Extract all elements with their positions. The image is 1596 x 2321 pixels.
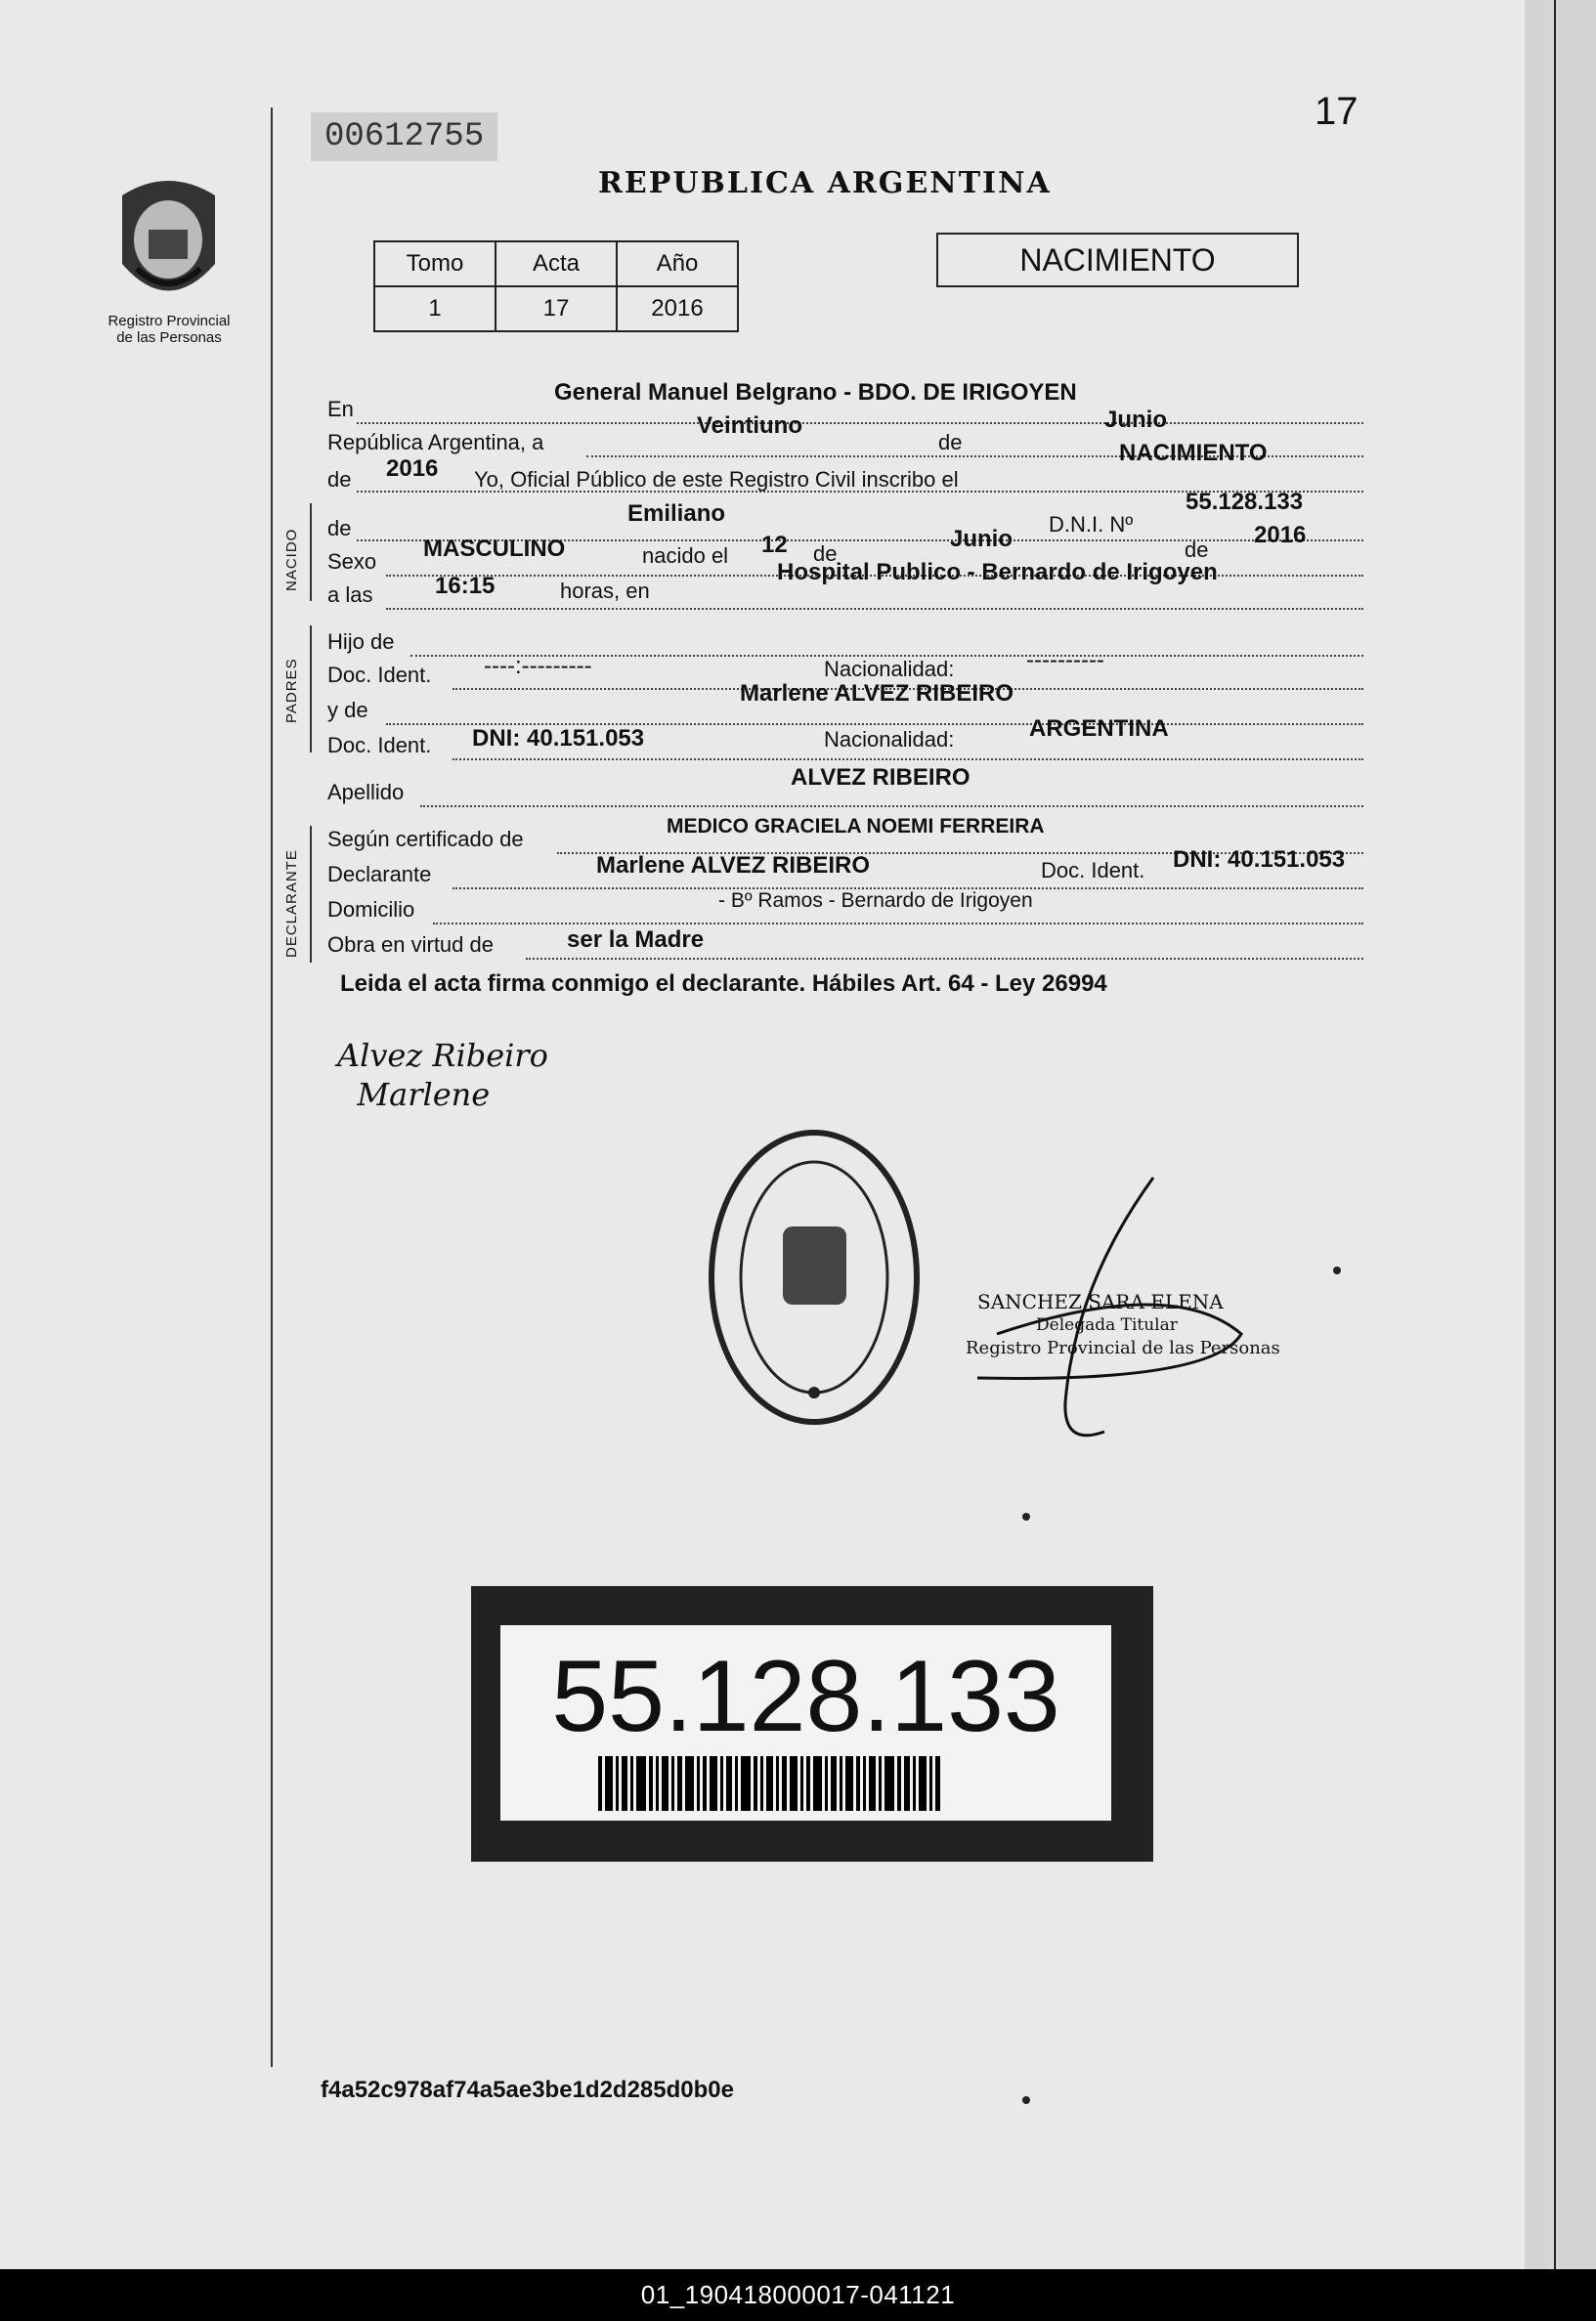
- punch-mark: [1333, 1267, 1341, 1274]
- document-hash: f4a52c978af74a5ae3be1d2d285d0b0e: [321, 2077, 734, 2103]
- barcode-panel: [500, 1625, 1111, 1821]
- domicilio-value: - Bº Ramos - Bernardo de Irigoyen: [718, 889, 1033, 912]
- declarante-label: Declarante: [327, 862, 432, 886]
- mother-doc-value: DNI: 40.151.053: [472, 725, 645, 752]
- child-name-value: Emiliano: [627, 500, 726, 527]
- de-label: de: [813, 541, 838, 566]
- father-doc-value: ----:---------: [484, 653, 592, 679]
- apellido-value: ALVEZ RIBEIRO: [791, 764, 971, 791]
- register-table: [373, 240, 739, 332]
- day-value: Veintiuno: [697, 412, 802, 439]
- row-docident2: [327, 715, 1363, 766]
- row-hijo: [327, 625, 1363, 661]
- serial-number: 00612755: [311, 112, 497, 161]
- mother-name-value: Marlene ALVEZ RIBEIRO: [740, 680, 1014, 707]
- barcode-bars: [598, 1756, 1009, 1811]
- provincial-shield-logo: [108, 171, 230, 313]
- time-value: 16:15: [435, 573, 496, 599]
- nacido-label: nacido el: [642, 543, 729, 568]
- left-margin-line: [271, 107, 273, 2067]
- dotted-line: [433, 923, 1363, 924]
- section-nacido-label: NACIDO: [283, 528, 300, 591]
- punch-mark: [1022, 2096, 1030, 2104]
- declarante-value: Marlene ALVEZ RIBEIRO: [596, 852, 871, 879]
- dni-value: 55.128.133: [1186, 489, 1304, 515]
- signer-title: Delegada Titular: [1036, 1315, 1178, 1335]
- barcode-number: 55.128.133: [551, 1640, 1060, 1753]
- section-padres-label: PADRES: [283, 658, 300, 723]
- nacionalidad-label: Nacionalidad:: [824, 657, 955, 681]
- register-value-ano: 2016: [617, 286, 738, 331]
- register-header-acta: Acta: [496, 241, 617, 286]
- register-header-ano: Año: [617, 241, 738, 286]
- logo-caption-line1: Registro Provincial: [108, 313, 231, 329]
- sexo-label: Sexo: [327, 549, 377, 574]
- month-value: Junio: [1104, 407, 1167, 433]
- year-value: 2016: [386, 455, 439, 482]
- docident-label: Doc. Ident.: [327, 663, 432, 687]
- certificate-value: MEDICO GRACIELA NOEMI FERREIRA: [667, 815, 1045, 838]
- section-divider: [310, 826, 312, 963]
- logo-caption-line2: de las Personas: [116, 329, 222, 346]
- register-value-acta: 17: [496, 286, 617, 331]
- row-obra: [327, 926, 1363, 966]
- dotted-line: [386, 608, 1363, 610]
- obra-value: ser la Madre: [567, 926, 705, 953]
- birth-year-value: 2016: [1254, 522, 1307, 548]
- dni-label: D.N.I. Nº: [1049, 512, 1134, 537]
- birth-day-value: 12: [761, 532, 788, 558]
- de-label: de: [1185, 537, 1209, 562]
- official-seal-stamp: [702, 1124, 927, 1432]
- record-type-box: NACIMIENTO: [936, 233, 1299, 287]
- signer-org: Registro Provincial de las Personas: [966, 1338, 1280, 1358]
- domicilio-label: Domicilio: [327, 897, 415, 922]
- de-label: de: [938, 430, 963, 454]
- nacionalidad-label: Nacionalidad:: [824, 727, 955, 752]
- section-divider: [310, 503, 312, 601]
- yde-label: y de: [327, 698, 368, 722]
- scan-footer-id: 01_190418000017-041121: [0, 2269, 1596, 2321]
- dotted-line: [453, 758, 1363, 760]
- de-label: de: [327, 467, 352, 492]
- segun-label: Según certificado de: [327, 827, 524, 851]
- horas-label: horas, en: [560, 579, 650, 603]
- de-label: de: [327, 516, 352, 540]
- birth-month-value: Junio: [950, 526, 1013, 552]
- section-declarante-label: DECLARANTE: [283, 849, 300, 958]
- section-divider: [310, 625, 312, 752]
- row-domicilio: [327, 889, 1363, 930]
- dotted-line: [526, 958, 1363, 960]
- row-apellido: [327, 764, 1363, 813]
- dotted-line: [357, 422, 1363, 424]
- id-barcode-label: [471, 1586, 1153, 1862]
- declarante-handwritten-signature: Alvez Ribeiro Marlene: [337, 1037, 548, 1113]
- docident-label: Doc. Ident.: [327, 733, 432, 757]
- signer-name: SANCHEZ SARA ELENA: [977, 1290, 1224, 1313]
- punch-mark: [1022, 1513, 1030, 1521]
- oficial-text: Yo, Oficial Público de este Registro Civil inscribo el: [474, 467, 959, 492]
- docident-label: Doc. Ident.: [1041, 858, 1145, 882]
- republica-label: República Argentina, a: [327, 430, 544, 454]
- hijo-label: Hijo de: [327, 629, 395, 654]
- mother-nationality-value: ARGENTINA: [1029, 715, 1169, 742]
- place-value: Hospital Publico - Bernardo de Irigoyen: [777, 559, 1218, 585]
- country-heading: REPUBLICA ARGENTINA: [598, 166, 1052, 200]
- page-number: 17: [1315, 90, 1359, 133]
- page-edge-strip: [1525, 0, 1596, 2269]
- alas-label: a las: [327, 582, 373, 607]
- father-nationality-value: ----------: [1026, 647, 1104, 673]
- register-header-tomo: Tomo: [374, 241, 496, 286]
- apellido-label: Apellido: [327, 780, 405, 804]
- obra-label: Obra en virtud de: [327, 932, 494, 957]
- closing-statement: Leida el acta firma conmigo el declarante. Hábiles Art. 64 - Ley 26994: [340, 970, 1107, 997]
- register-value-tomo: 1: [374, 286, 496, 331]
- logo-caption: [86, 313, 252, 346]
- dotted-line: [420, 805, 1363, 807]
- signer-block: [966, 1290, 1280, 1360]
- en-label: En: [327, 397, 354, 421]
- locality-value: General Manuel Belgrano - BDO. DE IRIGOYEN: [554, 379, 1077, 406]
- inscribo-value: NACIMIENTO: [1119, 440, 1268, 466]
- row-en: [327, 379, 1363, 426]
- sexo-value: MASCULINO: [423, 536, 566, 562]
- declarante-doc-value: DNI: 40.151.053: [1173, 846, 1346, 873]
